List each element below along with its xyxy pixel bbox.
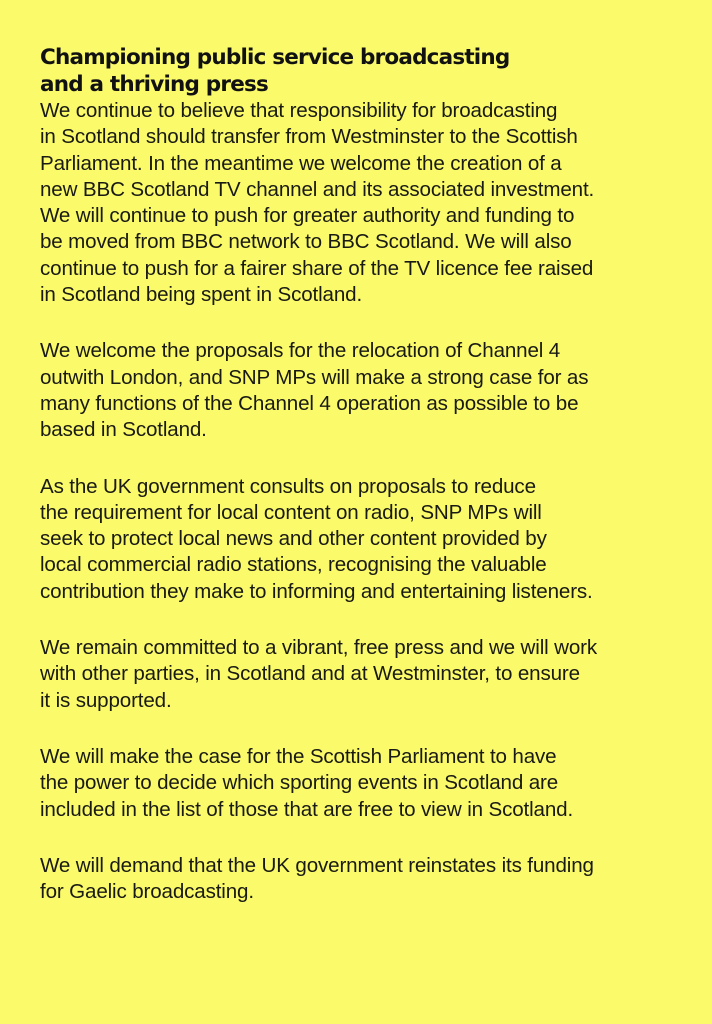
text-line: in Scotland being spent in Scotland. [40, 283, 363, 307]
text-line: it is supported. [40, 688, 172, 712]
text-line: the requirement for local content on radio, SNP MPs will [40, 500, 542, 524]
text-line: As the UK government consults on proposals to reduce [40, 474, 536, 498]
text-line: We remain committed to a vibrant, free press and we will work [40, 636, 598, 660]
text-line: with other parties, in Scotland and at Westminster, to ensure [40, 662, 580, 686]
paragraph-sporting-events [40, 744, 680, 823]
text-line: local commercial radio stations, recognising the valuable [40, 553, 547, 577]
text-line: Parliament. In the meantime we welcome the creation of a [40, 151, 562, 175]
paragraph-broadcasting-responsibility [40, 98, 680, 308]
heading-line: Championing public service broadcasting [40, 45, 510, 70]
paragraph-free-press [40, 635, 680, 714]
text-line: many functions of the Channel 4 operation as possible to be [40, 391, 579, 415]
document-page [40, 44, 680, 935]
text-line: contribution they make to informing and entertaining listeners. [40, 579, 593, 603]
text-line: outwith London, and SNP MPs will make a strong case for as [40, 365, 589, 389]
paragraph-gaelic-broadcasting [40, 853, 680, 906]
text-line: in Scotland should transfer from Westminster to the Scottish [40, 125, 578, 149]
text-line: We welcome the proposals for the relocation of Channel 4 [40, 339, 561, 363]
heading-line: and a thriving press [40, 72, 268, 97]
paragraph-channel-4 [40, 338, 680, 443]
text-line: We will continue to push for greater authority and funding to [40, 204, 575, 228]
text-line: for Gaelic broadcasting. [40, 880, 254, 904]
text-line: We will make the case for the Scottish Parliament to have [40, 744, 557, 768]
text-line: continue to push for a fairer share of the TV licence fee raised [40, 256, 594, 280]
text-line: We will demand that the UK government reinstates its funding [40, 853, 594, 877]
text-line: included in the list of those that are free to view in Scotland. [40, 797, 574, 821]
text-line: be moved from BBC network to BBC Scotland. We will also [40, 230, 572, 254]
text-line: seek to protect local news and other content provided by [40, 527, 547, 551]
section-heading [40, 44, 680, 98]
text-line: We continue to believe that responsibility for broadcasting [40, 99, 558, 122]
text-line: based in Scotland. [40, 418, 207, 442]
text-line: the power to decide which sporting events in Scotland are [40, 771, 559, 795]
text-line: new BBC Scotland TV channel and its associated investment. [40, 177, 595, 201]
paragraph-local-radio [40, 474, 680, 605]
